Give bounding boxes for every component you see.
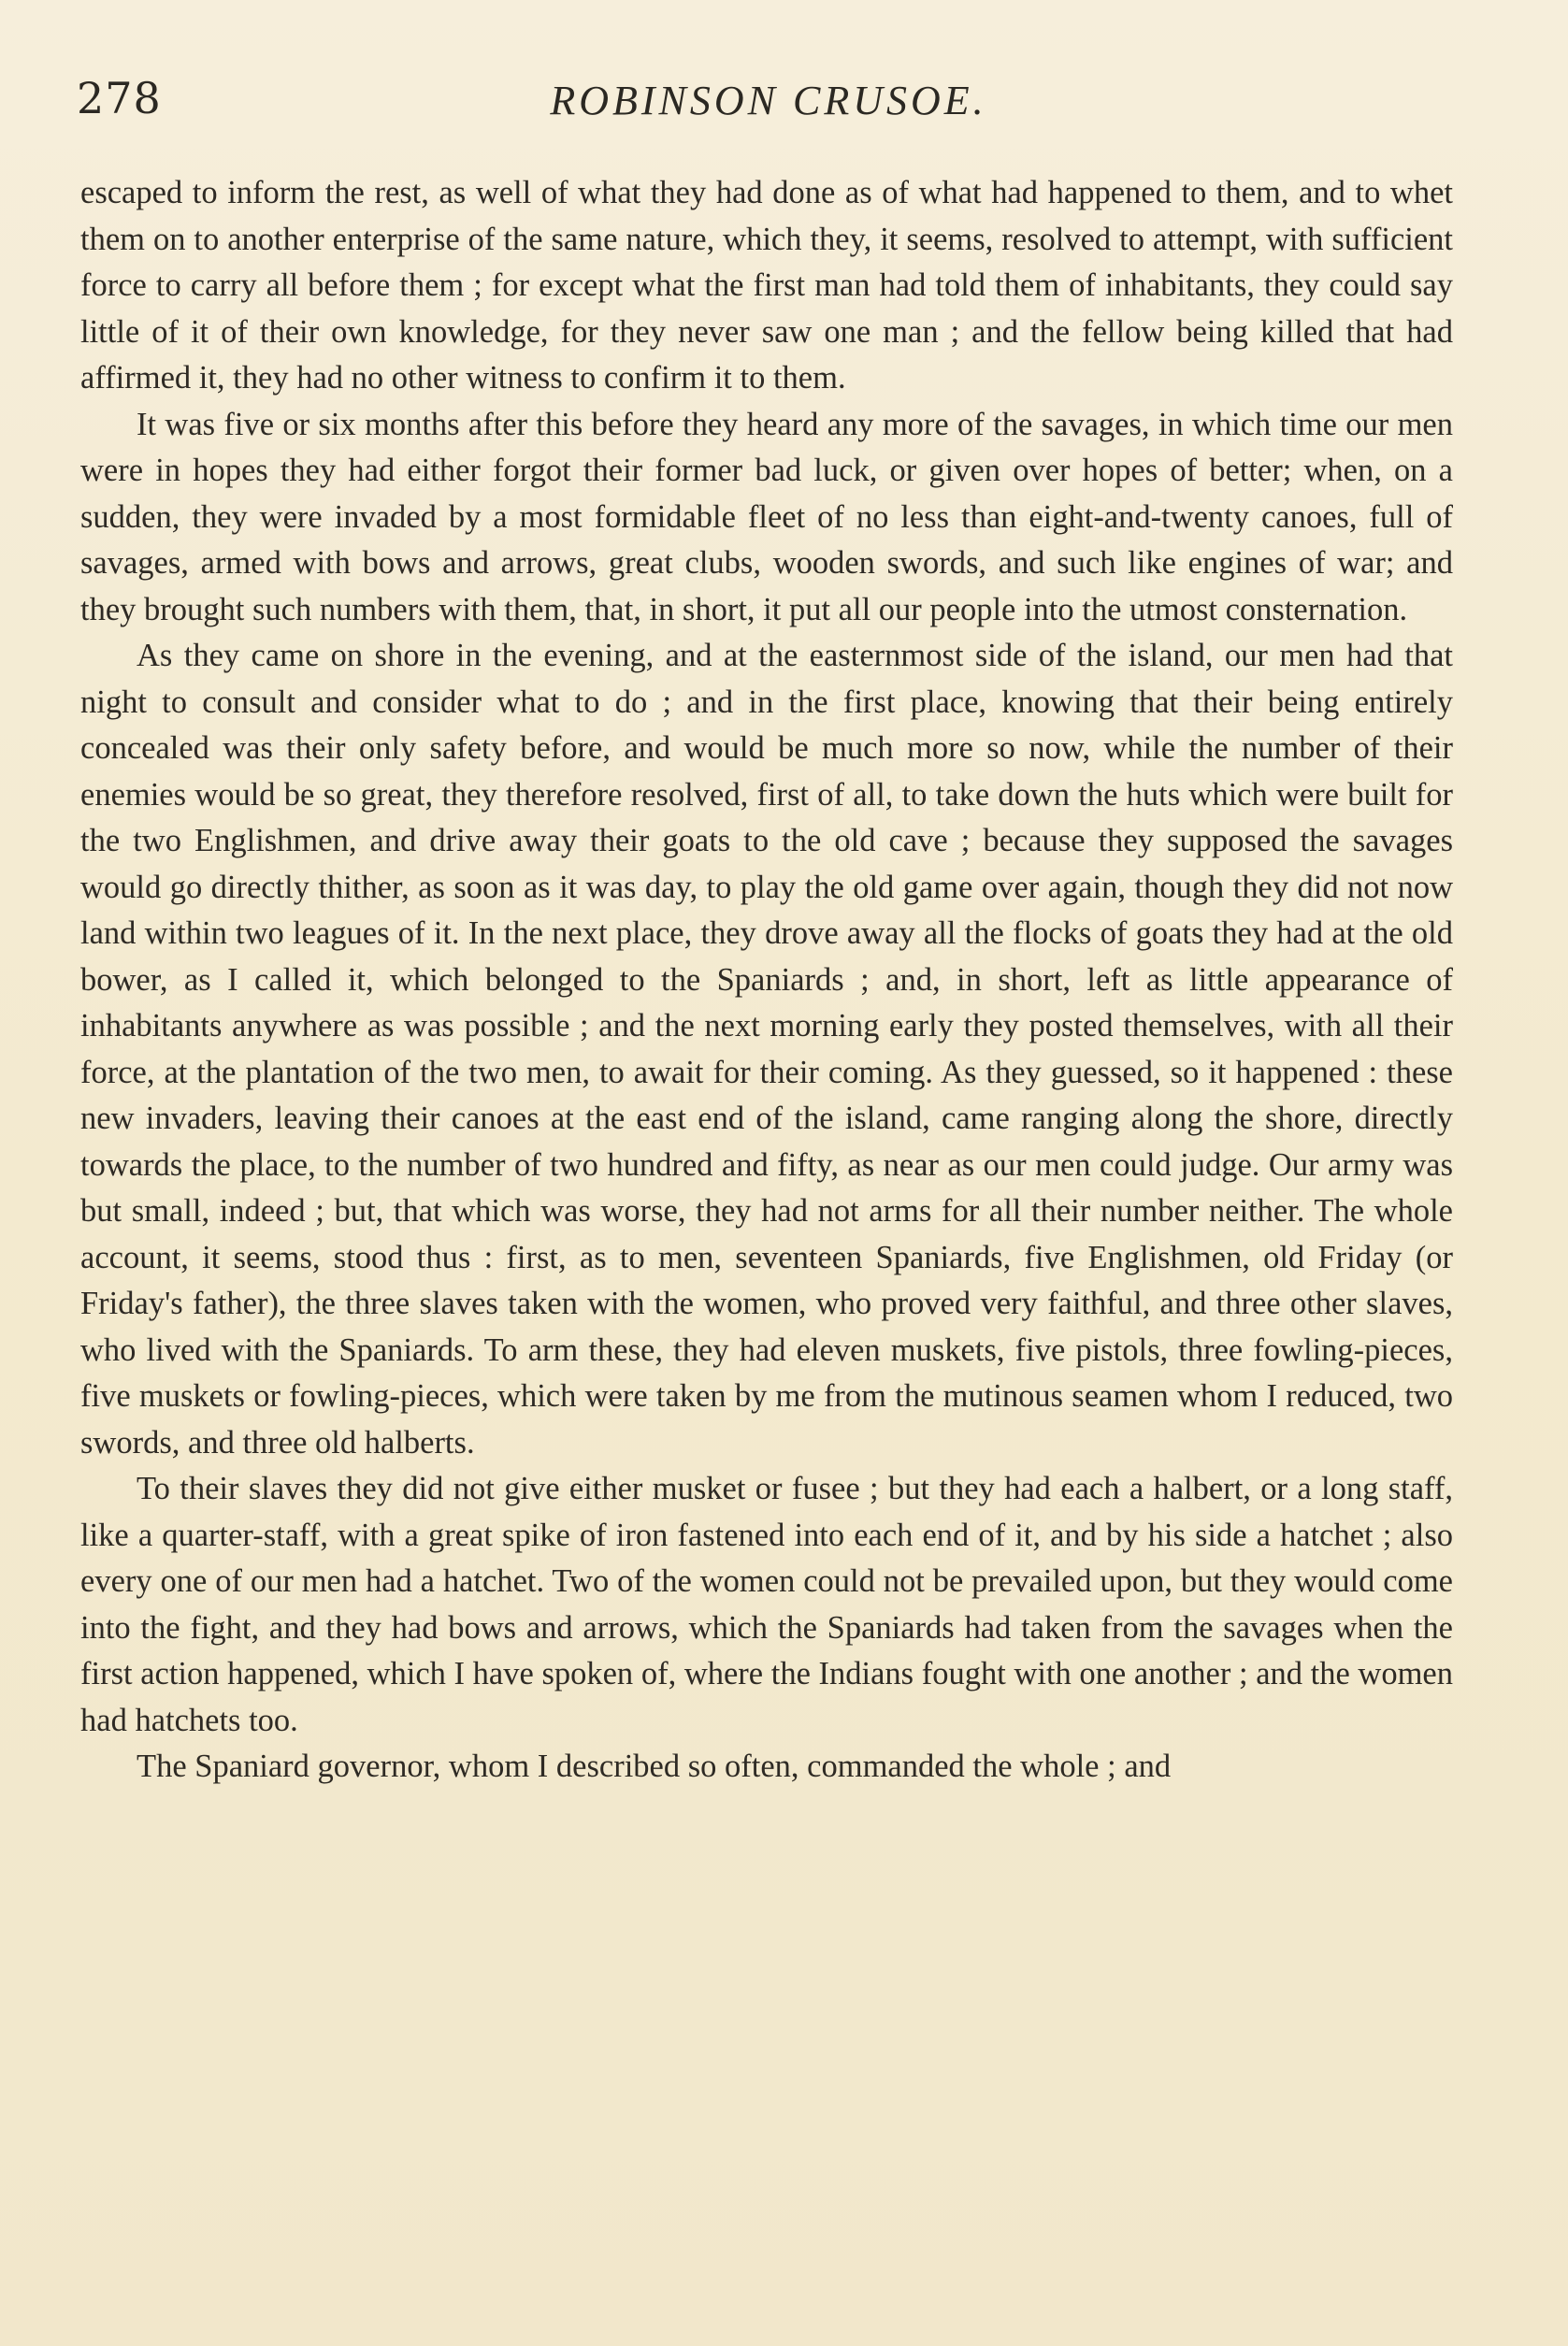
- paragraph-4: To their slaves they did not give either musket or fusee ; but they had each a halbert, or a long staff, like a quarter-staff, with a great spike of iron fastened into each end of it, and by his side a hatchet ; also every one of our men had a hatchet. Two of the women could not be prevailed upon, but they would come into the fight, and they had bows and arrows, which the Spaniards had taken from the savages when the first action happened, which I have spoken of, where the Indians fought with one another ; and the women had hatchets too.: [80, 1471, 1453, 1738]
- paragraph-5: The Spaniard governor, whom I described so often, commanded the whole ; and: [137, 1749, 1172, 1784]
- paragraph-2: It was five or six months after this before they heard any more of the savages, in which time our men were in hopes they had either forgot their former bad luck, or given over hopes of better; when, on a sudden, they were invaded by a most formidable fleet of no less than eight-and-twenty canoes, full of savages, armed with bows and arrows, great clubs, wooden swords, and such like engines of war; and they brought such numbers with them, that, in short, it put all our people into the utmost consternation.: [80, 406, 1453, 627]
- page-header: [77, 73, 1460, 148]
- body-text: [80, 170, 1453, 1791]
- page-number: 278: [77, 73, 162, 123]
- paragraph-1: escaped to inform the rest, as well of what they had done as of what had happened to them, and to whet them on to another enterprise of the same nature, which they, it seems, resolved to attempt, with sufficient force to carry all before them ; for except what the first man had told them of inhabitants, they could say little of it of their own knowledge, for they never saw one man ; and the fellow being killed that had affirmed it, they had no other witness to confirm it to them.: [80, 175, 1453, 396]
- running-title: ROBINSON CRUSOE.: [550, 78, 987, 123]
- paragraph-3: As they came on shore in the evening, and at the easternmost side of the island, our men had that night to consult and consider what to do ; and in the first place, knowing that their being entirely concealed was their only safety before, and would be much more so now, while the number of their enemies would be so great, they therefore resolved, first of all, to take down the huts which were built for the two Englishmen, and drive away their goats to the old cave ; because they supposed the savages would go directly thither, as soon as it was day, to play the old game over again, though they did not now land within two leagues of it. In the next place, they drove away all the flocks of goats they had at the old bower, as I called it, which belonged to the Spaniards ; and, in short, left as little appearance of inhabitants anywhere as was possible ; and the next morning early they posted themselves, with all their force, at the plantation of the two men, to await for their coming. As they guessed, so it happened : these new invaders, leaving their canoes at the east end of the island, came ranging along the shore, directly towards the place, to the number of two hundred and fifty, as near as our men could judge. Our army was but small, indeed ; but, that which was worse, they had not arms for all their number neither. The whole account, it seems, stood thus : first, as to men, seventeen Spaniards, five Englishmen, old Friday (or Friday's father), the three slaves taken with the women, who proved very faithful, and three other slaves, who lived with the Spaniards. To arm these, they had eleven muskets, five pistols, three fowling-pieces, five muskets or fowling-pieces, which were taken by me from the mutinous seamen whom I reduced, two swords, and three old halberts.: [80, 638, 1453, 1461]
